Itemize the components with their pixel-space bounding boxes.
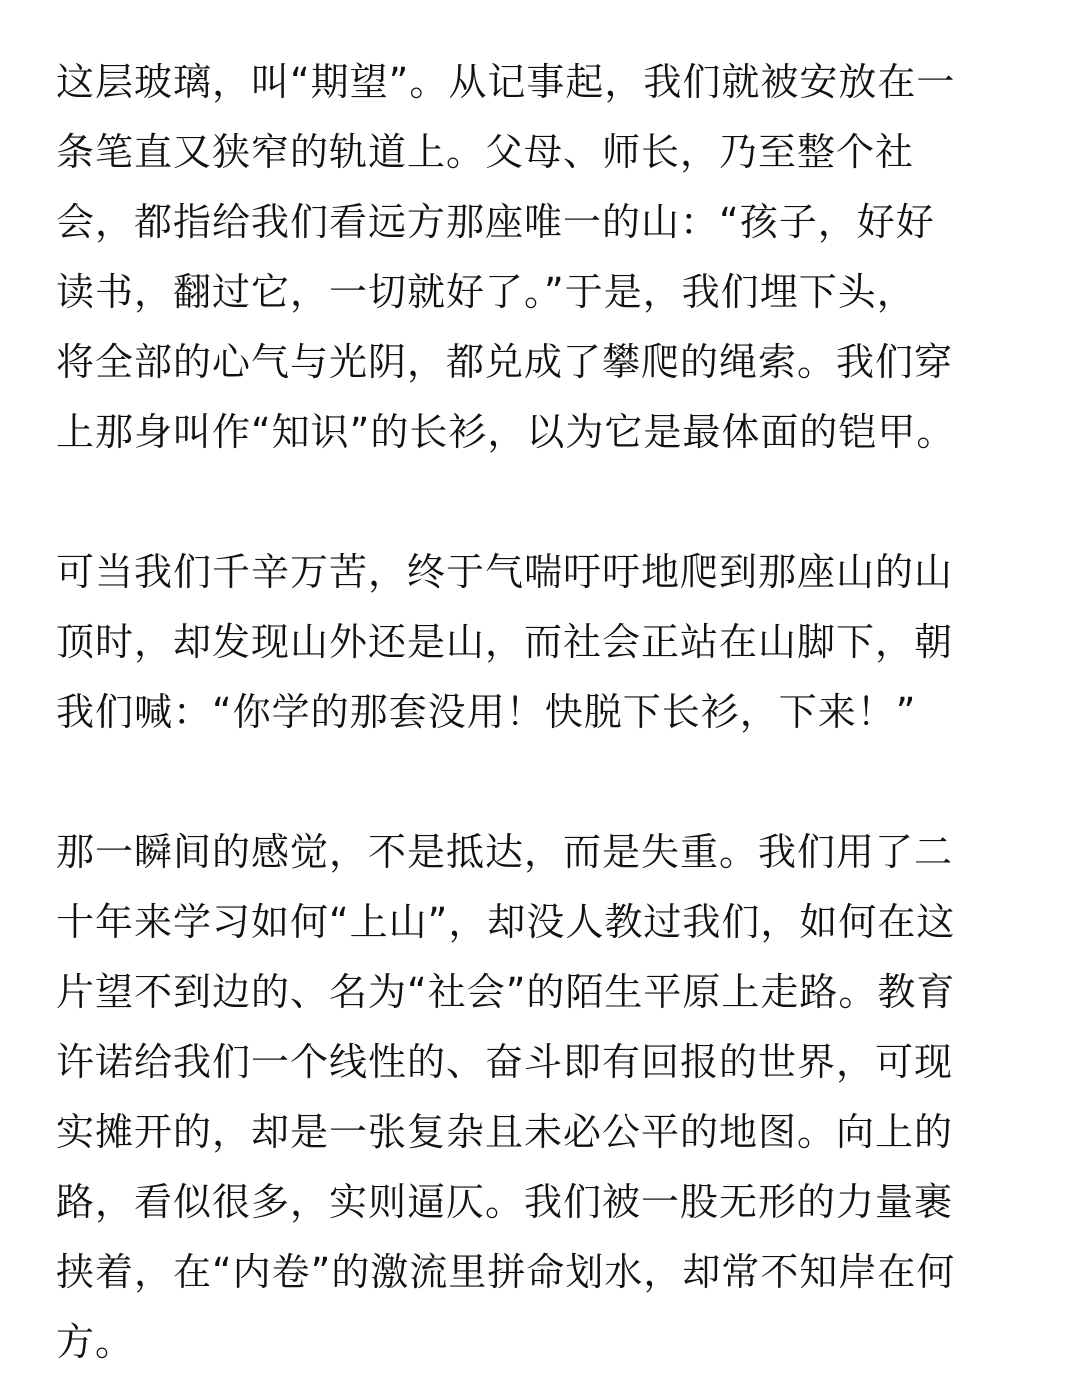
text-line: 上那身叫作“知识”的长衫，以为它是最体面的铠甲。 <box>56 410 956 454</box>
text-line: 片望不到边的、名为“社会”的陌生平原上走路。教育 <box>56 970 956 1014</box>
text-line: 我们喊：“你学的那套没用！快脱下长衫，下来！” <box>56 690 917 734</box>
article-body <box>56 47 1026 1377</box>
text-line: 会，都指给我们看远方那座唯一的山：“孩子，好好 <box>56 200 935 244</box>
paragraph-3 <box>56 817 1026 1377</box>
paragraph-2 <box>56 537 1026 747</box>
text-line: 将全部的心气与光阴，都兑成了攀爬的绳索。我们穿 <box>56 340 954 384</box>
text-line: 读书，翻过它，一切就好了。”于是，我们埋下头， <box>56 270 916 314</box>
paragraph-gap <box>56 467 1026 537</box>
text-line: 那一瞬间的感觉，不是抵达，而是失重。我们用了二 <box>56 830 954 874</box>
text-line: 实摊开的，却是一张复杂且未必公平的地图。向上的 <box>56 1110 954 1154</box>
text-line: 挟着，在“内卷”的激流里拼命划水，却常不知岸在何 <box>56 1250 956 1294</box>
text-line: 条笔直又狭窄的轨道上。父母、师长，乃至整个社 <box>56 130 915 174</box>
paragraph-1 <box>56 47 1026 467</box>
text-line: 方。 <box>56 1320 135 1364</box>
text-line: 这层玻璃，叫“期望”。从记事起，我们就被安放在一 <box>56 60 956 104</box>
text-line: 路，看似很多，实则逼仄。我们被一股无形的力量裹 <box>56 1180 954 1224</box>
text-line: 顶时，却发现山外还是山，而社会正站在山脚下，朝 <box>56 620 954 664</box>
paragraph-gap <box>56 747 1026 817</box>
text-line: 十年来学习如何“上山”，却没人教过我们，如何在这 <box>56 900 956 944</box>
text-line: 许诺给我们一个线性的、奋斗即有回报的世界，可现 <box>56 1040 954 1084</box>
text-line: 可当我们千辛万苦，终于气喘吁吁地爬到那座山的山 <box>56 550 954 594</box>
